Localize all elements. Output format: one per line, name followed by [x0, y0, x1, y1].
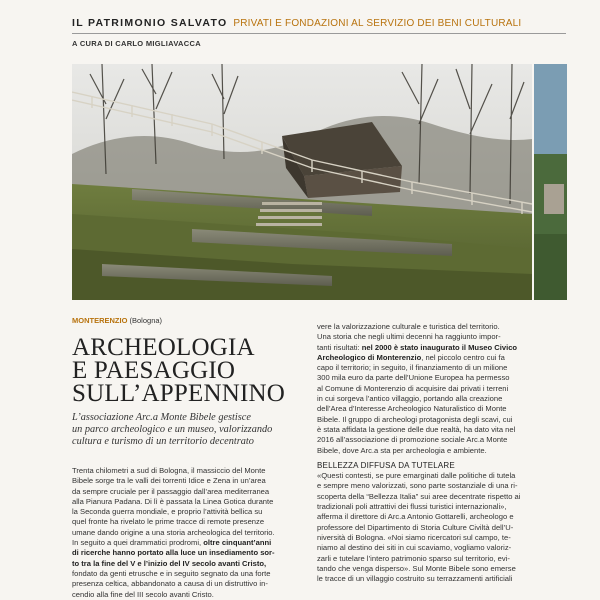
- article-subheading: BELLEZZA DIFFUSA DA TUTELARE: [317, 460, 455, 470]
- location-province: (Bologna): [129, 316, 163, 325]
- bold-span: to tra la fine del V e l’inizio del IV secolo avanti Cristo,: [72, 558, 267, 568]
- side-photo-image: [534, 64, 567, 300]
- text-line: [317, 353, 539, 363]
- lead-line: un parco archeologico e un museo, valorizzando: [72, 424, 273, 435]
- side-photo: [534, 64, 567, 300]
- article-column-1: [72, 466, 294, 600]
- text-line: alla Pianura Padana. Di lì è passata la Linea Gotica durante: [72, 496, 274, 506]
- text-line: 300 mila euro da parte dell’Unione Europea ha permesso: [317, 373, 510, 383]
- text-line: [72, 559, 294, 569]
- text-line: [72, 548, 294, 558]
- text-line: Bibele. Il gruppo di archeologi protagonista degli scavi, cui: [317, 414, 513, 424]
- text-line: professore del Dipartimento di Storia Culture Civiltà dell’U-: [317, 522, 514, 532]
- text-line: niversità di Bologna. «Noi siamo ricercatori sul campo, te-: [317, 532, 511, 542]
- section-title: IL PATRIMONIO SALVATO: [72, 17, 228, 29]
- title-line: SULL’APPENNINO: [72, 380, 286, 407]
- text-line: Bibele sorge tra le valli dei torrenti Idice e Zena in un’area: [72, 476, 266, 486]
- article-title: [72, 336, 292, 405]
- text-line: [72, 538, 294, 548]
- text-line: Bibele, dove Arc.a sta per archeologia e ambiente.: [317, 445, 487, 455]
- text-line: la Seconda guerra mondiale, e proprio l’attività bellica su: [72, 507, 263, 517]
- location-name: MONTERENZIO: [72, 316, 128, 325]
- text-line: umane dando origine a una storia archeologica del territorio.: [72, 527, 275, 537]
- text-line: «Questi contesti, se pure emarginati dalle politiche di tutela: [317, 471, 516, 481]
- text-span: tanti risultati:: [317, 342, 360, 352]
- text-line: fondato da genti etrusche e in seguito segnato da una forte: [72, 568, 271, 578]
- archaeological-park-photo: [72, 64, 532, 300]
- title-line: ARCHEOLOGIA: [72, 334, 255, 361]
- text-span: In seguito a quei drammatici prodromi,: [72, 538, 202, 548]
- text-line: capo il territorio; in seguito, il finanziamento di un milione: [317, 363, 508, 373]
- text-line: niamo al destino dei siti in cui scaviamo, vogliamo valoriz-: [317, 543, 512, 553]
- text-line: in cui sorgeva l’antico villaggio, portando alla creazione: [317, 394, 503, 404]
- text-line: e sempre meno valorizzati, sono parte sostanziale di una ri-: [317, 481, 518, 491]
- bold-span: nel 2000 è stato inaugurato il Museo Civico: [361, 342, 518, 352]
- text-line: zarli e tutelare l’intero patrimonio sparso sul territorio, evi-: [317, 553, 510, 563]
- section-subtitle: PRIVATI E FONDAZIONI AL SERVIZIO DEI BENI CULTURALI: [233, 18, 522, 29]
- text-line: al Comune di Monterenzio di acquisire dai privati i terreni: [317, 383, 509, 393]
- curator-credit: A CURA DI CARLO MIGLIAVACCA: [72, 39, 201, 48]
- article-column-2: [317, 322, 539, 584]
- text-line: Trenta chilometri a sud di Bologna, il massiccio del Monte: [72, 466, 266, 475]
- title-line: E PAESAGGIO: [72, 357, 236, 384]
- bold-span: Archeologico di Monterenzio: [317, 352, 422, 362]
- bold-span: di ricerche hanno portato alla luce un insediamento sor-: [72, 548, 275, 558]
- text-line: Una storia che negli ultimi decenni ha raggiunto impor-: [317, 332, 501, 342]
- text-line: è stata affidata la gestione delle due realtà, ha dato vita nel: [317, 424, 516, 434]
- text-line: cendio alla fine del III secolo avanti Cristo.: [72, 589, 214, 599]
- lead-line: L’associazione Arc.a Monte Bibele gestisce: [72, 412, 251, 423]
- text-line: scoperta della “Bellezza Italia” sui aree decentrate rispetto ai: [317, 491, 521, 501]
- text-line: afferma il direttore di Arc.a Antonio Gottarelli, archeologo e: [317, 512, 514, 522]
- text-span: , nel piccolo centro cui fa: [421, 352, 505, 362]
- header-rule: [72, 33, 566, 34]
- text-line: vere la valorizzazione culturale e turistica del territorio.: [317, 322, 500, 331]
- text-line: dell’Area d’Interesse Archeologico Naturalistico di Monte: [317, 404, 507, 414]
- bold-span: oltre cinquant’anni: [203, 538, 272, 548]
- text-line: tradizionali poli attrattivi dei flussi turistici internazionali»,: [317, 502, 507, 512]
- text-line: tando che venga disperso». Sul Monte Bibele sono emerse: [317, 563, 516, 573]
- text-line: da sempre cruciale per il passaggio dall’area mediterranea: [72, 486, 270, 496]
- text-line: quel fronte ha rivelato le prime tracce di remote presenze: [72, 517, 265, 527]
- article-lead: [72, 412, 294, 448]
- text-line: 2016 all’associazione di promozione sociale Arc.a Monte: [317, 435, 508, 445]
- article-location: [72, 316, 162, 325]
- lead-line: cultura e turismo di un territorio decentrato: [72, 436, 254, 447]
- text-line: presenza celtica, abbandonato a causa di un distruttivo in-: [72, 579, 268, 589]
- text-line: [317, 343, 539, 353]
- text-line: le tracce di un villaggio costruito su terrazzamenti artificiali: [317, 574, 513, 584]
- page-header: [72, 17, 572, 29]
- main-photo: [72, 64, 532, 300]
